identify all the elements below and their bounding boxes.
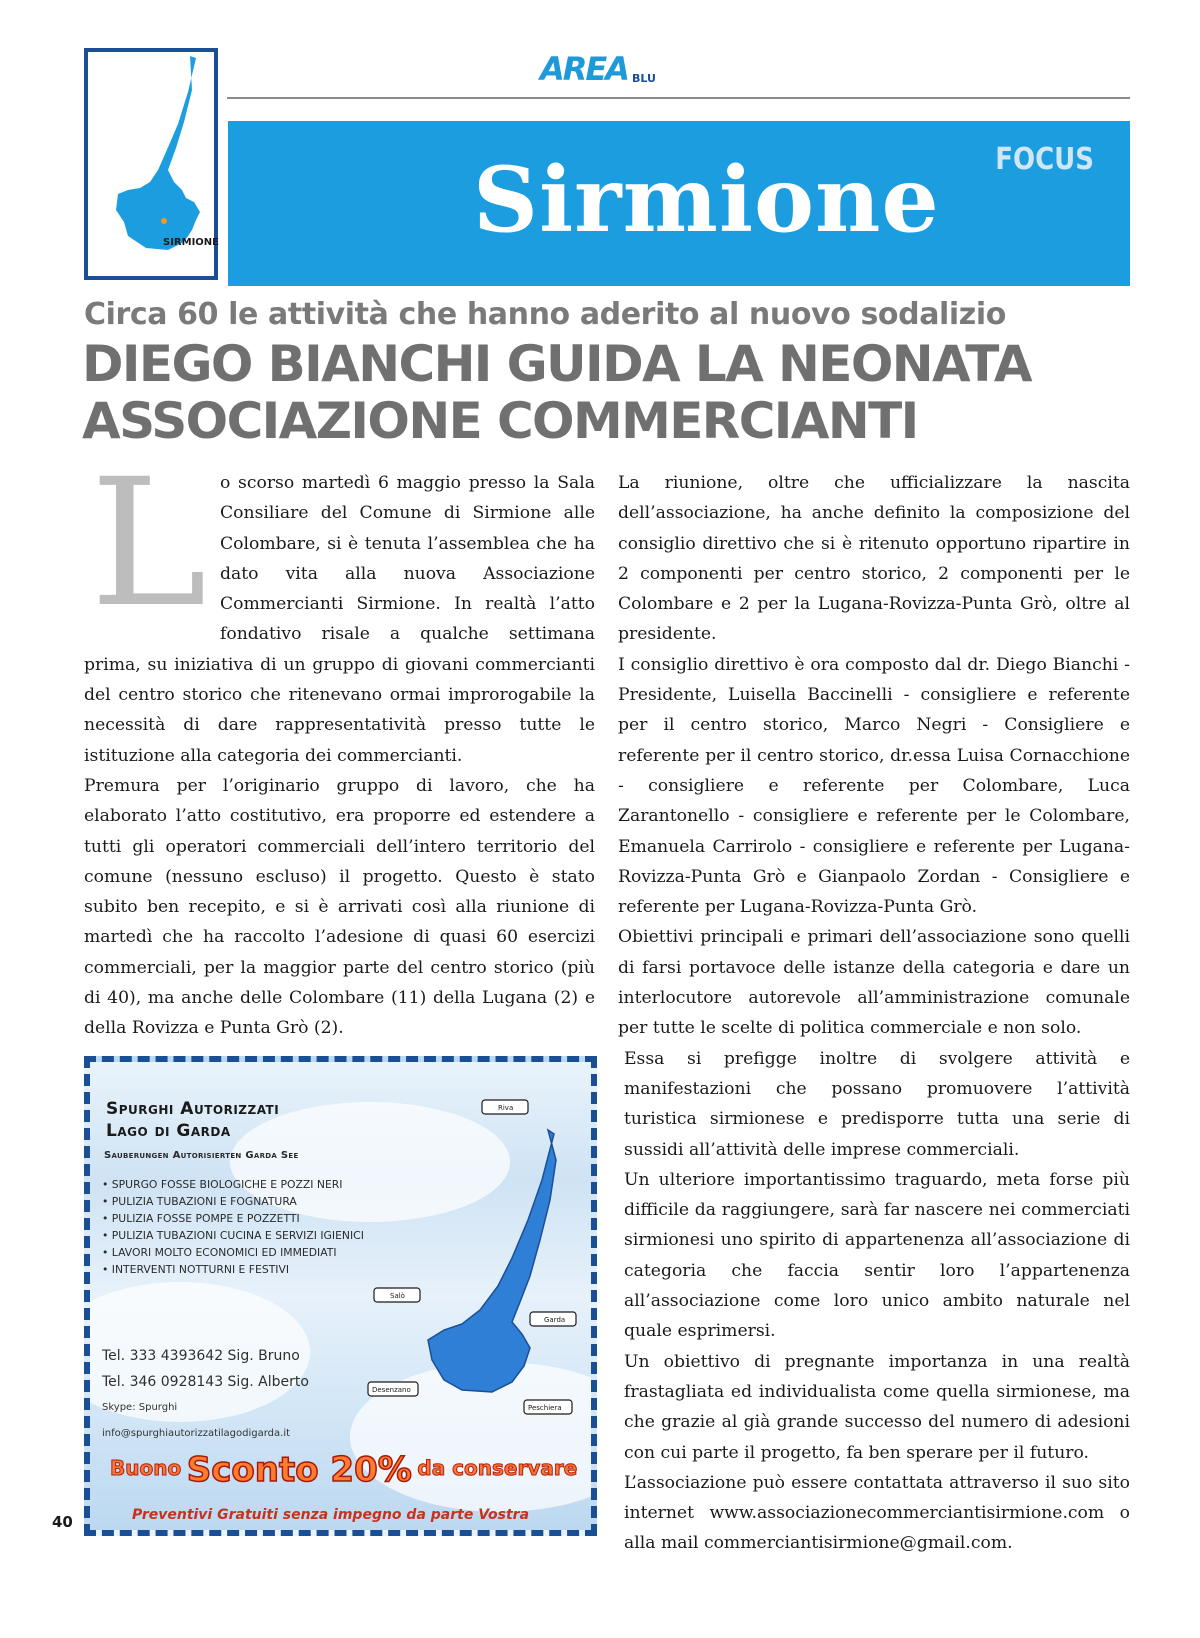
spurghi-advertisement	[84, 1056, 597, 1536]
town-riva: Riva	[498, 1104, 514, 1112]
list-item: • PULIZIA FOSSE POMPE E POZZETTI	[102, 1212, 300, 1225]
section-banner	[228, 121, 1130, 286]
paragraph: I consiglio direttivo è ora composto dal dr. Diego Bianchi - Presidente, Luisella Baccinelli - consigliere e referente per il centro storico, Marco Negri - Consigliere e referente per il centro storico, dr.essa Luisa Cornacchione - consigliere e referente per Colombare, Luca Zarantonello - consigliere e referente per le Colombare, Emanuela Carrirolo - consigliere e referente per Lugana-Rovizza-Punta Grò e Gianpaolo Zordan - Consigliere e referente per Lugana-Rovizza-Punta Grò.	[618, 654, 1130, 918]
ad-phone-bruno: Tel. 333 4393642 Sig. Bruno	[102, 1348, 300, 1364]
list-item: • PULIZIA TUBAZIONI E FOGNATURA	[102, 1195, 297, 1208]
paragraph: Un ulteriore importantissimo traguardo, meta forse più difficile da raggiungere, sarà far nascere nei commerciati sirmionesi uno spirito di appartenenza all’associazione di categoria che faccia sentir loro l’appartenenza all’associazione come loro unico ambito naturale nel quale esprimersi.	[624, 1169, 1130, 1342]
paragraph: Essa si prefigge inoltre di svolgere attività e manifestazioni che possano promuovere l’attività turistica sirmionese e predisporre tutta una serie di sussidi all’attività delle imprese commerciali.	[624, 1048, 1130, 1160]
ad-services-list	[100, 1176, 400, 1278]
ad-footer-text: Preventivi Gratuiti senza impegno da parte Vostra	[132, 1507, 530, 1523]
list-item: • PULIZIA TUBAZIONI CUCINA E SERVIZI IGIENICI	[102, 1229, 364, 1242]
article-kicker: Circa 60 le attività che hanno aderito al nuovo sodalizio	[84, 297, 1006, 332]
ad-title-line-2: Lago di Garda	[106, 1121, 231, 1141]
section-focus-label: FOCUS	[995, 142, 1094, 178]
ad-title	[106, 1098, 279, 1142]
area-blu-logo	[540, 50, 670, 90]
paragraph: La riunione, oltre che ufficializzare la nascita dell’associazione, ha anche definito la composizione del consiglio direttivo che si è ritenuto opportuno ripartire in 2 componenti per centro storico, 2 componenti per le Colombare e 2 per la Lugana-Rovizza-Punta Grò, oltre al presidente.	[618, 473, 1130, 645]
paragraph: Premura per l’originario gruppo di lavoro, che ha elaborato l’atto costitutivo, era proporre ed estendere a tutti gli operatori commerciali dell’intero territorio del comune (nessuno escluso) il progetto. Questo è stato subito ben recepito, e si è arrivati così alla riunione di martedì che ha raccolto l’adesione di quasi 60 esercizi commerciali, per la maggior parte del centro storico (più di 40), ma anche delle Colombare (11) della Lugana (2) e della Rovizza e Punta Grò (2).	[84, 775, 595, 1039]
article-headline	[82, 336, 1031, 450]
ad-title-line-1: Spurghi Autorizzati	[106, 1099, 280, 1119]
header-rule	[227, 97, 1130, 99]
ad-skype: Skype: Spurghi	[102, 1402, 178, 1413]
logo-blu-text: BLU	[632, 72, 656, 85]
paragraph: Obiettivi principali e primari dell’associazione sono quelli di farsi portavoce delle istanze della categoria e dare un interlocutore autorevole all’amministrazione comunale per tutte le scelte di politica commerciale e non solo.	[618, 927, 1130, 1039]
headline-line-2: ASSOCIAZIONE COMMERCIANTI	[82, 392, 918, 450]
map-label-sirmione: SIRMIONE	[163, 237, 219, 248]
banner-title: Sirmione	[473, 147, 940, 253]
list-item: • SPURGO FOSSE BIOLOGICHE E POZZI NERI	[102, 1178, 343, 1191]
ad-discount-post: da conservare	[417, 1456, 578, 1480]
paragraph	[84, 441, 595, 771]
town-desenzano: Desenzano	[372, 1386, 411, 1394]
ad-phone-alberto: Tel. 346 0928143 Sig. Alberto	[102, 1374, 309, 1390]
drop-cap: L	[90, 441, 207, 646]
headline-line-1: DIEGO BIANCHI GUIDA LA NEONATA	[82, 335, 1031, 393]
ad-discount-banner	[110, 1450, 580, 1500]
sirmione-marker	[161, 218, 167, 224]
list-item: • INTERVENTI NOTTURNI E FESTIVI	[102, 1263, 290, 1276]
article-column-left	[84, 441, 595, 1044]
paragraph: L’associazione può essere contattata attraverso il suo sito internet www.associazionecommerciantisirmione.com o alla mail commerciantisirmione@gmail.com.	[624, 1472, 1130, 1554]
ad-discount-main: Sconto 20%	[186, 1450, 412, 1490]
paragraph: Un obiettivo di pregnante importanza in una realtà frastagliata ed individualista come quella sirmionese, ma che grazie al già grande successo del numero di adesioni con cui parte il progetto, fa ben sperare per il futuro.	[624, 1351, 1130, 1463]
ad-discount-pre: Buono	[110, 1456, 182, 1480]
list-item: • LAVORI MOLTO ECONOMICI ED IMMEDIATI	[102, 1246, 337, 1259]
town-salo: Salò	[390, 1292, 405, 1300]
ad-subtitle: Sauberungen Autorisierten Garda See	[104, 1150, 299, 1161]
ad-email: info@spurghiautorizzatilagodigarda.it	[102, 1428, 291, 1439]
town-garda: Garda	[544, 1316, 566, 1324]
town-peschiera: Peschiera	[528, 1404, 562, 1412]
article-column-right	[618, 468, 1130, 1559]
paragraph-text: o scorso martedì 6 maggio presso la Sala Consiliare del Comune di Sirmione alle Colombare, si è tenuta l’assemblea che ha dato vita alla nuova Associazione Commercianti Sirmione. In realtà l’atto fondativo risale a qualche settimana prima, su iniziativa di un gruppo di giovani commercianti del centro storico che ritenevano ormai improrogabile la necessità di dare rappresentatività presso tutte le istituzione alla categoria dei commercianti.	[84, 473, 595, 766]
lake-garda-map	[84, 48, 218, 280]
logo-area-text: AREA	[540, 50, 629, 88]
page-number: 40	[52, 1513, 73, 1531]
